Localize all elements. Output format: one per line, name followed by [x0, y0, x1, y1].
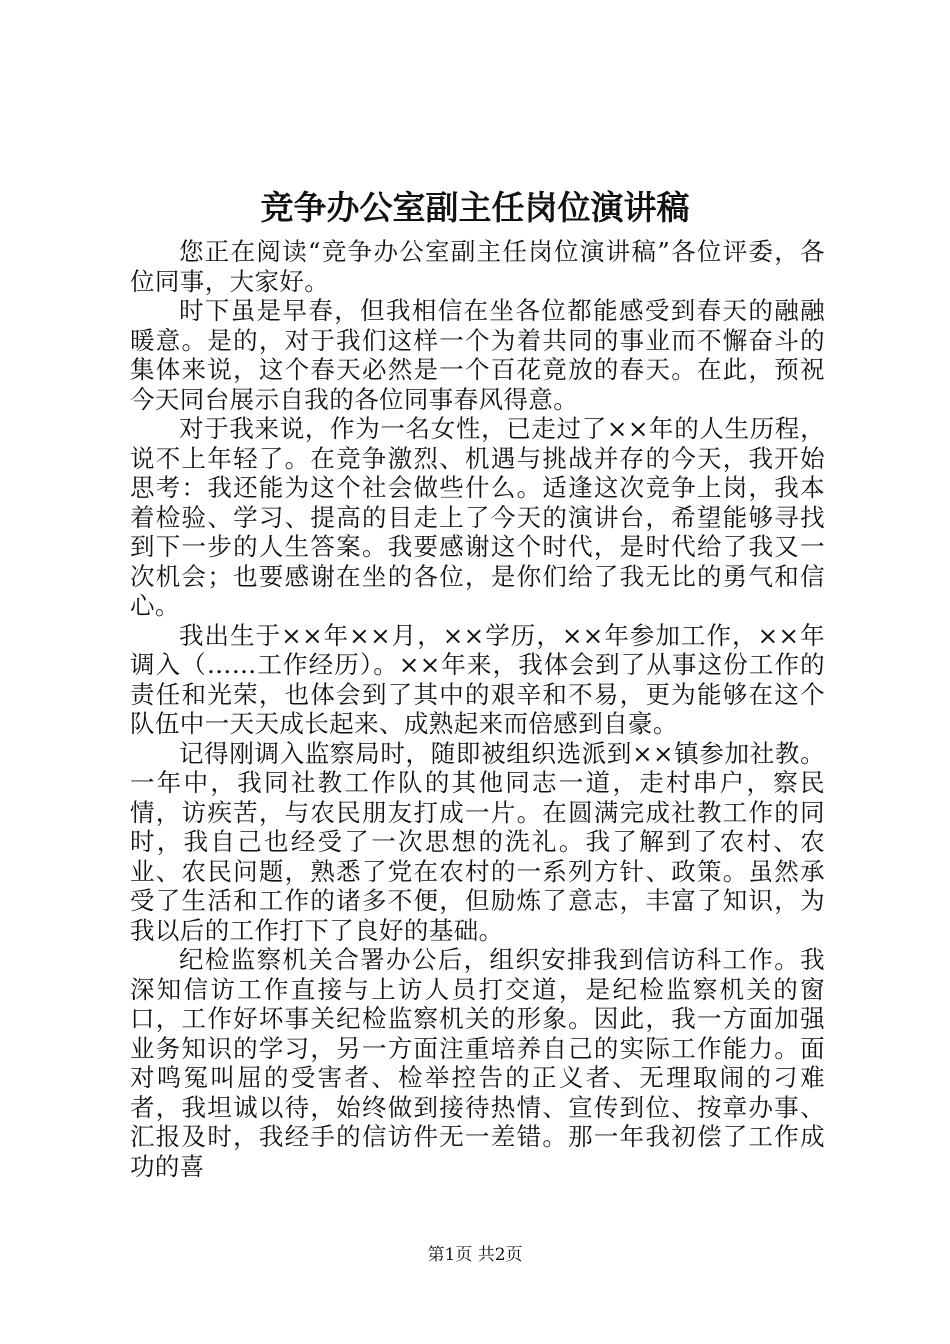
paragraph-background: 我出生于××年××月，××学历，××年参加工作，××年调入（……工作经历）。××年来，我体会到了从事这份工作的责任和光荣，也体会到了其中的艰辛和不易，更为能够在这个队伍中一天天成长起来、成熟起来而倍感到自豪。 — [130, 620, 825, 738]
page-footer: 第1页 共2页 — [427, 1245, 523, 1265]
paragraph-spring: 时下虽是早春，但我相信在坐各位都能感受到春天的融融暖意。是的，对于我们这样一个为着共同的事业而不懈奋斗的集体来说，这个春天必然是一个百花竟放的春天。在此，预祝今天同台展示自我的各位同事春风得意。 — [130, 296, 825, 414]
document-body — [130, 237, 825, 1181]
paragraph-greeting: 您正在阅读“竞争办公室副主任岗位演讲稿”各位评委，各位同事，大家好。 — [130, 237, 825, 296]
paragraph-social-education: 记得刚调入监察局时，随即被组织选派到××镇参加社教。一年中，我同社教工作队的其他同志一道，走村串户，察民情，访疾苦，与农民朋友打成一片。在圆满完成社教工作的同时，我自己也经受了一次思想的洗礼。我了解到了农村、农业、农民问题，熟悉了党在农村的一系列方针、政策。虽然承受了生活和工作的诸多不便，但励炼了意志，丰富了知识，为我以后的工作打下了良好的基础。 — [130, 738, 825, 945]
paragraph-petition-work: 纪检监察机关合署办公后，组织安排我到信访科工作。我深知信访工作直接与上访人员打交道，是纪检监察机关的窗口，工作好坏事关纪检监察机关的形象。因此，我一方面加强业务知识的学习，另一方面注重培养自己的实际工作能力。面对鸣冤叫屈的受害者、检举控告的正义者、无理取闹的刁难者，我坦诚以待，始终做到接待热情、宣传到位、按章办事、汇报及时，我经手的信访件无一差错。那一年我初偿了工作成功的喜 — [130, 945, 825, 1181]
paragraph-reflection: 对于我来说，作为一名女性，已走过了××年的人生历程，说不上年轻了。在竞争激烈、机遇与挑战并存的今天，我开始思考：我还能为这个社会做些什么。适逢这次竞争上岗，我本着检验、学习、提高的目走上了今天的演讲台，希望能够寻找到下一步的人生答案。我要感谢这个时代，是时代给了我又一次机会；也要感谢在坐的各位，是你们给了我无比的勇气和信心。 — [130, 414, 825, 620]
document-title: 竞争办公室副主任岗位演讲稿 — [260, 188, 690, 227]
